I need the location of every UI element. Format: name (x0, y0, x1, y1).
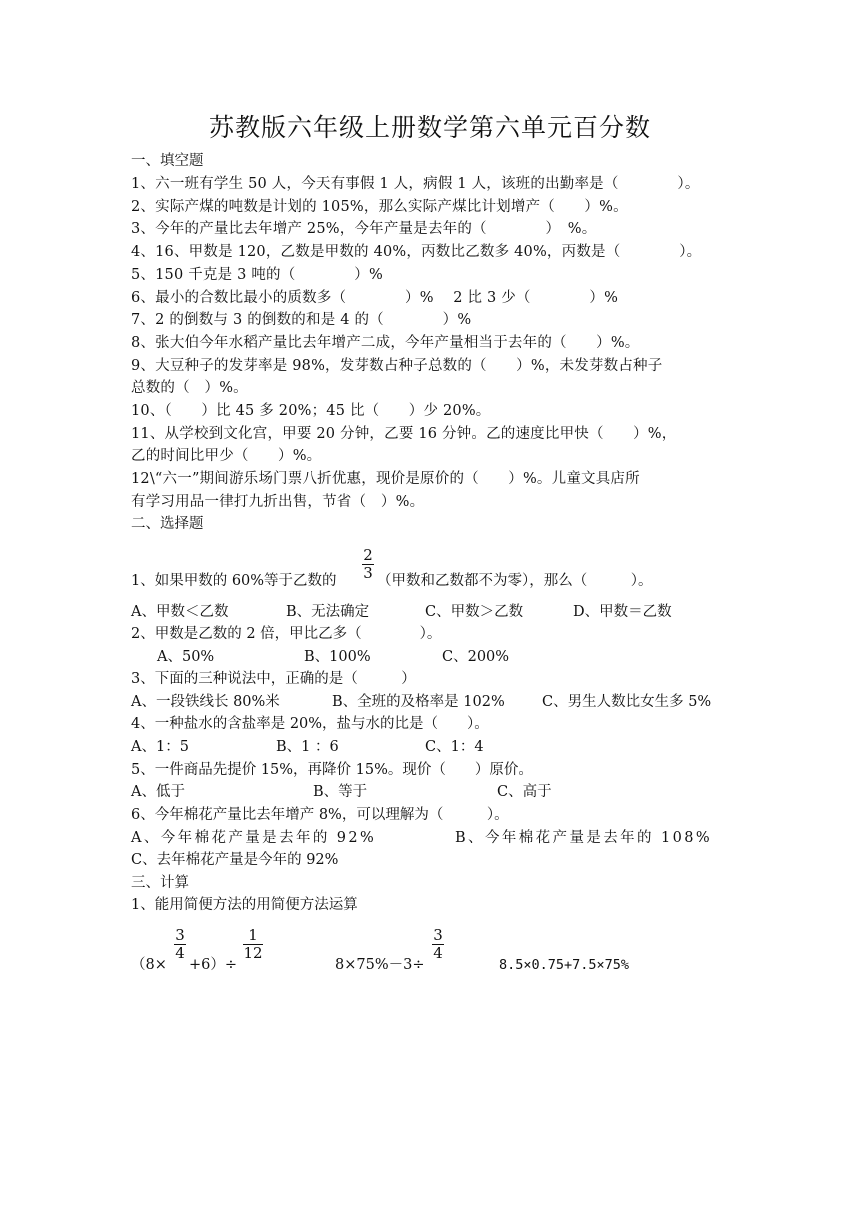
choice-q3-option-a: A、一段铁线长 80%米 (131, 694, 280, 710)
choice-q1-option-d: D、甲数＝乙数 (573, 604, 672, 620)
calc-expr1-fraction2 (243, 927, 263, 962)
choice-q3-option-b: B、全班的及格率是 102% (332, 694, 505, 710)
calc-expr3: 8.5×0.75+7.5×75% (499, 957, 630, 973)
choice-q2-option-a: A、50% (157, 649, 215, 665)
choice-q3: 3、下面的三种说法中，正确的是（ ） (131, 671, 416, 687)
calc-expr2-fraction (432, 927, 444, 962)
choice-q6: 6、今年棉花产量比去年增产 8%，可以理解为（ ）。 (131, 807, 509, 823)
fill-item-9-cont: 总数的（ ）%。 (131, 380, 248, 396)
choice-q3-option-c: C、男生人数比女生多 5% (542, 694, 712, 710)
choice-q5-option-a: A、低于 (131, 784, 185, 800)
choice-q2-option-c: C、200% (442, 649, 510, 665)
choice-q1-option-c: C、甲数＞乙数 (425, 604, 524, 620)
calc-expr1-part-b: +6）÷ (189, 957, 238, 973)
choice-q4: 4、一种盐水的含盐率是 20%，盐与水的比是（ ）。 (131, 716, 489, 732)
choice-q1-prefix: 1、如果甲数的 60%等于乙数的 (131, 573, 337, 589)
fill-item-3: 3、今年的产量比去年增产 25%，今年产量是去年的（ ） %。 (131, 221, 597, 237)
calc-expr2-part-a: 8×75%－3÷ (335, 957, 425, 973)
fraction-denominator: 4 (433, 944, 443, 962)
section-heading-calc: 三、计算 (131, 875, 189, 891)
choice-q4-option-a: A、1：5 (131, 739, 189, 755)
section-heading-fill: 一、填空题 (131, 153, 204, 169)
fraction-numerator: 3 (433, 926, 443, 944)
choice-q4-option-c: C、1：4 (425, 739, 484, 755)
choice-q6-option-c: C、去年棉花产量是今年的 92% (131, 852, 339, 868)
fraction-numerator: 3 (175, 926, 185, 944)
fill-item-8: 8、张大伯今年水稻产量比去年增产二成，今年产量相当于去年的（ ）%。 (131, 335, 640, 351)
fill-item-7: 7、2 的倒数与 3 的倒数的和是 4 的（ ）% (131, 312, 472, 328)
calc-expr1-part-a: （8× (131, 957, 167, 973)
choice-q1-fraction (362, 547, 374, 582)
choice-q4-option-b: B、1 ：6 (276, 739, 339, 755)
section-heading-choice: 二、选择题 (131, 516, 204, 532)
fraction-numerator: 2 (363, 546, 373, 564)
fill-item-9: 9、大豆种子的发芽率是 98%，发芽数占种子总数的（ ）%，未发芽数占种子 (131, 358, 663, 374)
fill-item-1: 1、六一班有学生 50 人，今天有事假 1 人，病假 1 人，该班的出勤率是（ ）。 (131, 176, 700, 192)
fill-item-2: 2、实际产煤的吨数是计划的 105%，那么实际产煤比计划增产（ ）%。 (131, 199, 628, 215)
fill-item-12: 12\“六一”期间游乐场门票八折优惠，现价是原价的（ ）%。儿童文具店所 (131, 471, 640, 487)
choice-q6-option-b: B、今年棉花产量是去年的 108% (455, 830, 713, 846)
fraction-numerator: 1 (248, 926, 258, 944)
fraction-denominator: 12 (243, 944, 263, 962)
calc-expr1-fraction (174, 927, 186, 962)
choice-q2-option-b: B、100% (304, 649, 371, 665)
fill-item-6: 6、最小的合数比最小的质数多（ ）% 2 比 3 少（ ）% (131, 290, 619, 306)
choice-q1-option-b: B、无法确定 (286, 604, 370, 620)
calc-instruction: 1、能用简便方法的用简便方法运算 (131, 897, 358, 913)
fill-item-4: 4、16、甲数是 120，乙数是甲数的 40%，丙数比乙数多 40%，丙数是（ ）。 (131, 244, 702, 260)
page-title: 苏教版六年级上册数学第六单元百分数 (208, 113, 651, 142)
fill-item-11: 11、从学校到文化宫，甲要 20 分钟，乙要 16 分钟。乙的速度比甲快（ ）%， (131, 426, 677, 442)
choice-q2: 2、甲数是乙数的 2 倍，甲比乙多（ ）。 (131, 626, 442, 642)
fraction-denominator: 3 (363, 564, 373, 582)
choice-q5-option-c: C、高于 (497, 784, 552, 800)
fraction-denominator: 4 (175, 944, 185, 962)
choice-q1-suffix: （甲数和乙数都不为零），那么（ ）。 (377, 573, 653, 589)
fill-item-5: 5、150 千克是 3 吨的（ ）% (131, 267, 383, 283)
fill-item-10: 10、（ ）比 45 多 20%；45 比（ ）少 20%。 (131, 403, 491, 419)
choice-q5-option-b: B、等于 (313, 784, 368, 800)
fill-item-11-cont: 乙的时间比甲少（ ）%。 (131, 448, 322, 464)
fill-item-12-cont: 有学习用品一律打九折出售，节省（ ）%。 (131, 494, 425, 510)
choice-q5: 5、一件商品先提价 15%，再降价 15%。现价（ ）原价。 (131, 762, 533, 778)
choice-q1-option-a: A、甲数＜乙数 (131, 604, 229, 620)
choice-q6-option-a: A、今年棉花产量是去年的 92% (131, 830, 377, 846)
